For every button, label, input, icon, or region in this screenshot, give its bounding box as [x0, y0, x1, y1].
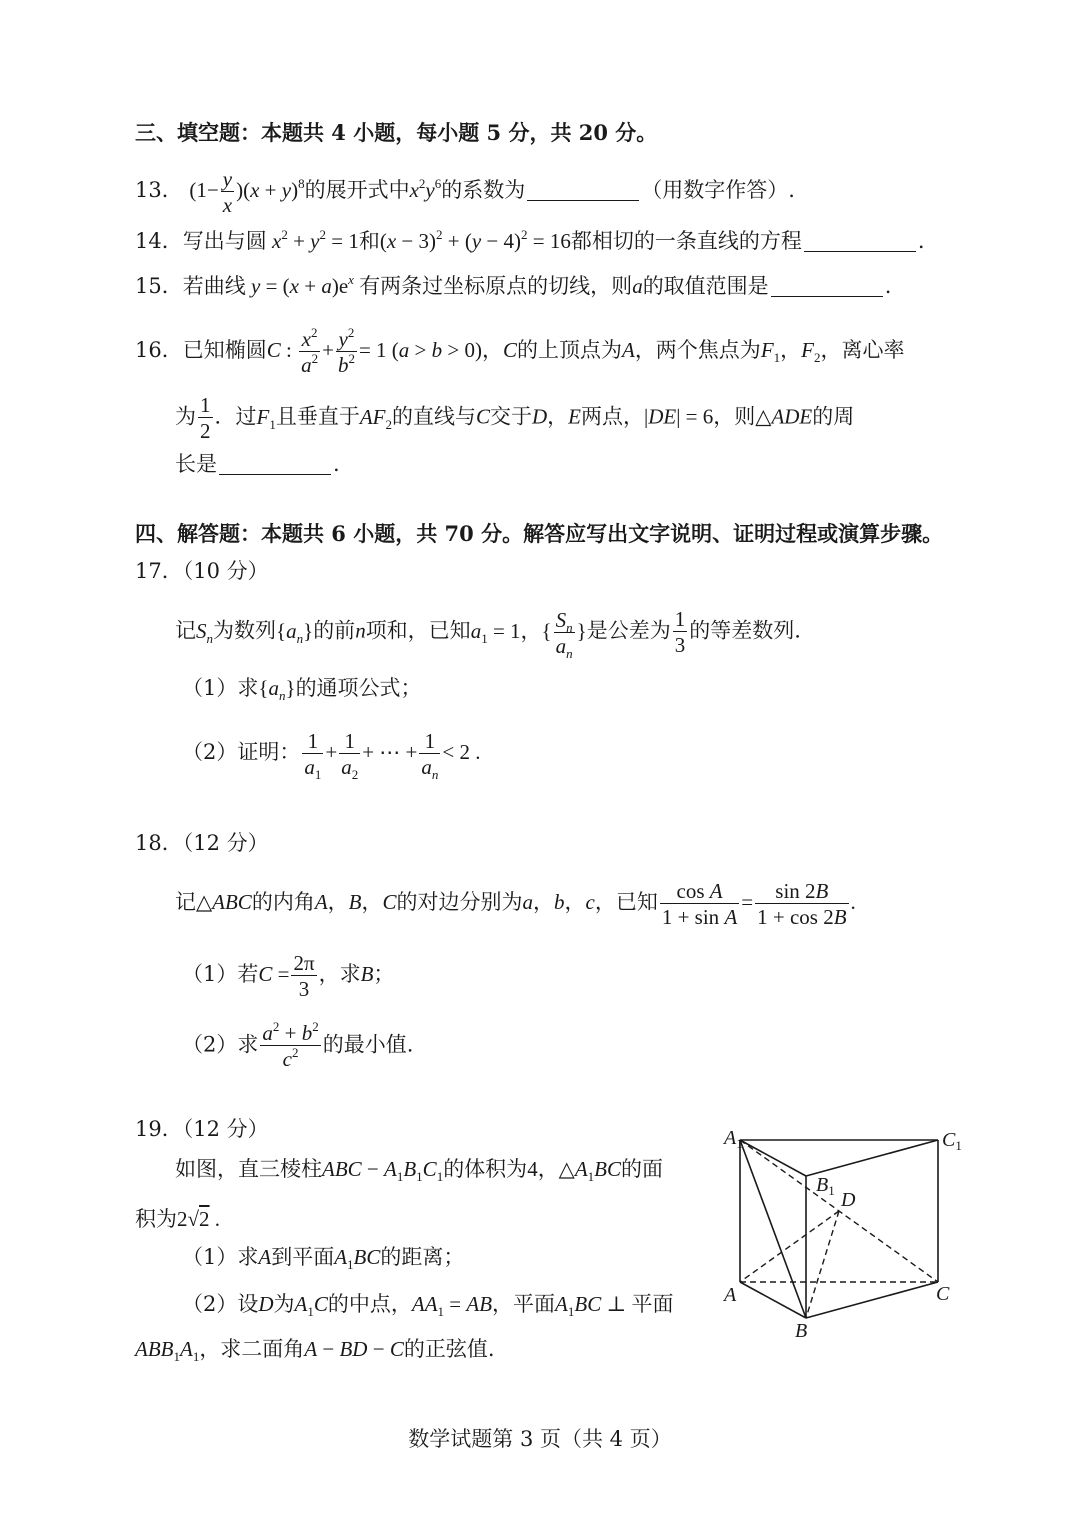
q17-inequality: $\frac{1}{a_1}$ + $\frac{1}{a_2}$ + ⋯ + $\frac{1}{a_n}$ < 2 .: [304, 729, 481, 783]
q18-p1-c: ；: [373, 961, 395, 986]
q14-text-c: 都相切的一条直线的方程: [570, 229, 802, 253]
q14-circle-2: $(x - 3)^2 + (y - 4)^2 = 16$: [379, 227, 571, 253]
q19-statement-line-1: 如图，直三棱柱ABC − $A_1B_1C_1$的体积为4，$\triangle A_1BC$的面: [175, 1157, 664, 1184]
page-footer: 数学试题第 3 页（共 4 页）: [408, 1427, 672, 1451]
q16-text-m: 的周: [812, 404, 855, 429]
q14-answer-blank: [804, 233, 916, 252]
q19-text-c: ，△: [537, 1157, 575, 1181]
q17-text-d: 项和，已知: [365, 618, 471, 643]
q18-p2-b: 的最小值.: [322, 1032, 414, 1057]
q16-number: 16．: [135, 337, 183, 362]
q17-p1-b: 的通项公式；: [295, 676, 422, 700]
q18-p1-b: ，求: [318, 961, 361, 986]
q19-text-e: 积为: [135, 1207, 177, 1231]
q16-text-g: ．过: [214, 404, 257, 429]
q19-p2-g: 的正弦值.: [403, 1337, 495, 1361]
q19-p2-b: 为: [273, 1292, 295, 1316]
q18-text-c: 的对边分别为: [396, 889, 523, 914]
edge-d-b: [806, 1211, 839, 1318]
q13-text-b: 的系数为: [441, 177, 526, 202]
section-4-title: 四、解答题：本题共 6 小题，共 70 分。解答应写出文字说明、证明过程或演算步骤。: [135, 521, 944, 546]
q15-end: .: [884, 274, 892, 298]
edge-b-c: [806, 1282, 938, 1318]
q15-number: 15．: [135, 274, 183, 298]
label-b: B: [795, 1320, 808, 1342]
q19-part-1: （1）求A到平面$A_1BC$的距离；: [182, 1245, 465, 1272]
q13-text-a: 的展开式中: [304, 177, 410, 202]
q15-var-a: a: [632, 274, 643, 298]
q18-part-1: （1）若C = $\frac{2\pi}{3}$ ，求B；: [182, 951, 395, 1002]
section-3-title: 三、填空题：本题共 4 小题，每小题 5 分，共 20 分。: [135, 120, 658, 145]
q16-text-d: ，两个焦点为: [634, 337, 761, 362]
q17-p1: （1）求: [182, 676, 259, 700]
q19-part-2-line-1: （2）设D为$A_1C$的中点，$AA_1$ = AB，平面$A_1BC$ ⊥ 平面: [182, 1292, 674, 1319]
q16-text-n: 长是: [175, 452, 217, 476]
label-d: D: [841, 1189, 856, 1211]
q16-text-h: 且垂直于: [275, 404, 360, 429]
q16-eccentricity: $\frac{1}{2}$: [200, 393, 211, 444]
q15-text-c: 的取值范围是: [642, 274, 769, 298]
q16-text-a: 已知椭圆: [182, 337, 267, 362]
q19-p1-c: 的距离；: [380, 1245, 465, 1269]
q17-part-1: （1）求$\{a_n\}$的通项公式；: [182, 676, 422, 703]
q19-text-a: 如图，直三棱柱: [175, 1157, 322, 1181]
label-c: C: [936, 1283, 950, 1305]
q15-curve: $y = (x + a)e^x$: [250, 272, 354, 298]
q18-part-2: [182, 1019, 414, 1072]
q19-header: 19．（12 分）: [135, 1117, 269, 1141]
q17-text-e: 是公差为: [586, 618, 671, 643]
q19-p2-e: 平面: [631, 1292, 674, 1316]
q17-statement: 记$S_n$为数列$\{a_n\}$的前n项和，已知$a_1 = 1$，{ $\frac{S_n}{a_n}$ }是公差为 $\frac{1}{3}$ 的等差数列.: [175, 607, 801, 661]
q14-end: .: [917, 229, 925, 253]
q15-answer-blank: [771, 278, 883, 297]
q16-text-j: 交于: [490, 404, 532, 429]
q14-number: 14．: [135, 229, 183, 253]
question-16-line-1: 16．已知椭圆C : $\frac{x^2}{a^2}$ + $\frac{y^2}{b^2}$ = 1 (a > b > 0)，C的上顶点为A，两个焦点为$F_1$，$F_2$，离心率: [135, 325, 905, 378]
q13-formula: (1− $\frac{y}{x}$ )$(x + y)^8$: [189, 167, 305, 218]
q15-text-b: 有两条过坐标原点的切线，则: [359, 274, 633, 298]
q18-statement: 记△ABC的内角A，B，C的对边分别为a，b，c，已知 $\frac{\text{cos A}}{\text{1 + sin A}}$ = $\frac{\sin 2B}{1 + \cos 2B}$ .: [175, 879, 856, 930]
q16-text-e: ，离心率: [820, 337, 905, 362]
edge-a1-b: [740, 1140, 806, 1318]
q19-p2: （2）设: [182, 1292, 259, 1316]
q17-text-f: 的等差数列.: [689, 618, 801, 643]
edge-a1-b1: [740, 1140, 806, 1176]
q14-circle-1: $x^2 + y^2 = 1$: [271, 227, 359, 253]
question-15: [135, 271, 891, 301]
q17-text-c: 的前: [313, 618, 356, 643]
prism-figure: [718, 1120, 968, 1345]
q19-p2-f: ，求二面角: [199, 1337, 305, 1361]
q18-p1: （1）若: [182, 961, 259, 986]
q16-end: .: [333, 452, 340, 476]
prism-solid-edges: [740, 1140, 938, 1318]
label-a1: $A_1$: [724, 1127, 743, 1151]
q14-text-b: 和: [358, 229, 380, 253]
question-16-line-2: 为 $\frac{1}{2}$ ．过$F_1$且垂直于$AF_2$的直线与C交于D，E两点，|DE| = 6，则△ADE的周: [175, 393, 855, 444]
q16-text-c: 的上顶点为: [516, 337, 622, 362]
q19-statement-line-2: 积为2√2 .: [135, 1207, 221, 1231]
q17-header: 17．（10 分）: [135, 559, 269, 583]
q13-number: 13．: [135, 177, 183, 202]
q19-text-d: 的面: [621, 1157, 664, 1181]
label-a: A: [724, 1284, 737, 1306]
question-14: [135, 226, 925, 256]
q16-text-i: 的直线与: [391, 404, 476, 429]
q15-text-a: 若曲线: [182, 274, 246, 298]
q18-text-a: 记△: [175, 889, 213, 914]
q13-text-c: （用数字作答）.: [641, 177, 795, 202]
q16-text-l: ，则△: [713, 404, 772, 429]
q13-answer-blank: [527, 182, 639, 201]
q18-p2: （2）求: [182, 1032, 259, 1057]
q17-p2: （2）证明：: [182, 739, 301, 764]
q17-text-b: 为数列: [213, 618, 276, 643]
q13-term: $x^2y^6$: [409, 175, 442, 202]
q17-text-a: 记: [175, 618, 196, 643]
q19-p2-d: ，平面: [492, 1292, 556, 1316]
q19-part-2-line-2: $ABB_1A_1$，求二面角A − BD − C的正弦值.: [135, 1337, 495, 1364]
q18-text-d: ，已知: [594, 889, 658, 914]
q18-expression: $\frac{a^2 + b^2}{c^2}$: [262, 1019, 319, 1072]
q16-text-k: 两点，: [581, 404, 644, 429]
q19-p1: （1）求: [182, 1245, 259, 1269]
q19-text-b: 的体积为: [443, 1157, 528, 1181]
question-16-line-3: [175, 449, 340, 479]
q18-header: 18．（12 分）: [135, 831, 269, 855]
label-b1: $B_1$: [816, 1174, 835, 1198]
q16-ellipse: C : $\frac{x^2}{a^2}$ + $\frac{y^2}{b^2}$ = 1 (a > b > 0): [266, 325, 482, 378]
q18-text-b: 的内角: [251, 889, 315, 914]
edge-a-b: [740, 1282, 806, 1318]
q17-part-2: [182, 729, 481, 783]
q19-p1-b: 到平面: [271, 1245, 335, 1269]
q16-answer-blank: [219, 456, 331, 475]
question-13: [135, 168, 795, 216]
q14-text-a: 写出与圆: [182, 229, 267, 253]
q16-text-b: ，: [481, 337, 503, 362]
q19-p2-c: 的中点，: [327, 1292, 412, 1316]
q16-text-f: 为: [175, 404, 196, 429]
q18-condition: $\frac{\text{cos A}}{\text{1 + sin A}}$ = $\frac{\sin 2B}{1 + \cos 2B}$ .: [661, 879, 856, 930]
label-c1: $C_1$: [942, 1129, 962, 1153]
edge-b1-c1: [806, 1140, 938, 1176]
